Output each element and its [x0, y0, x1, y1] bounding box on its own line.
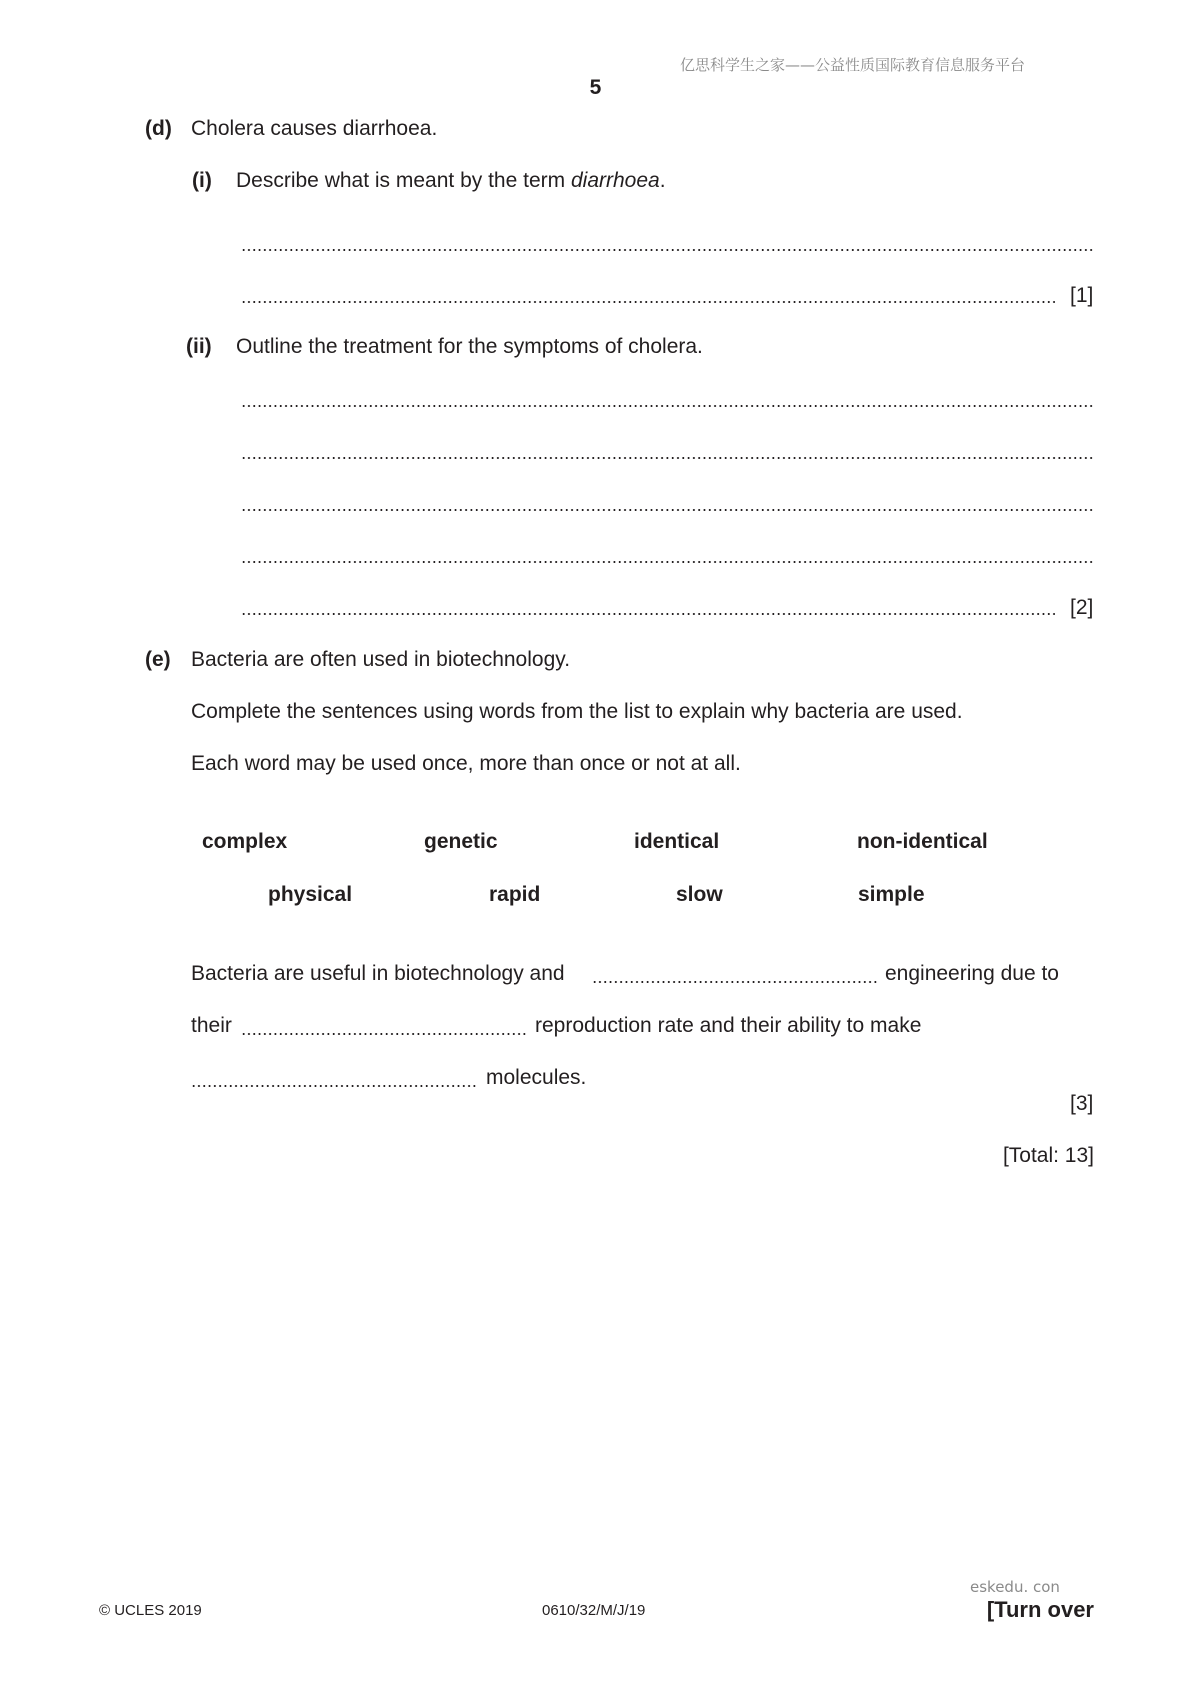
sub-ii-label: (ii) [186, 335, 212, 358]
italic-term: diarrhoea [570, 169, 660, 192]
paper-code: 0610/32/M/J/19 [542, 1602, 646, 1619]
answer-line-d-ii-4[interactable] [241, 560, 1093, 564]
page-number: 5 [589, 76, 602, 99]
answer-line-d-ii-2[interactable] [241, 456, 1093, 460]
part-d-text: Cholera causes diarrhoea. [191, 117, 438, 140]
answer-line-d-ii-1[interactable] [241, 404, 1093, 408]
part-e-note: Each word may be used once, more than once or not at all. [191, 752, 741, 775]
answer-line-d-i-1[interactable] [241, 248, 1093, 252]
watermark-text: 亿思科学生之家——公益性质国际教育信息服务平台 [680, 56, 1026, 74]
word-simple: simple [858, 883, 925, 906]
sub-i-question: Describe what is meant by the term diarrhoea. [236, 169, 666, 192]
answer-line-d-i-2[interactable] [241, 300, 1055, 304]
copyright: © UCLES 2019 [99, 1602, 202, 1619]
sub-i-label: (i) [192, 169, 212, 192]
word-slow: slow [676, 883, 723, 906]
part-e-instruction: Complete the sentences using words from the list to explain why bacteria are used. [191, 700, 963, 723]
blank-2[interactable] [241, 1032, 527, 1036]
word-non-identical: non-identical [857, 830, 988, 853]
sentence-1-start: Bacteria are useful in biotechnology and [191, 962, 565, 985]
site-watermark: eskedu. con [970, 1578, 1060, 1596]
part-e-intro: Bacteria are often used in biotechnology. [191, 648, 571, 671]
mark-d-i: [1] [1070, 284, 1094, 307]
sentence-2-start: their [191, 1014, 232, 1037]
sentence-1-end: engineering due to [885, 962, 1059, 985]
mark-e: [3] [1070, 1092, 1094, 1115]
word-complex: complex [202, 830, 288, 853]
mark-d-ii: [2] [1070, 596, 1094, 619]
part-e-label: (e) [145, 648, 171, 671]
sentence-2-end: reproduction rate and their ability to make [535, 1014, 922, 1037]
word-genetic: genetic [424, 830, 498, 853]
word-physical: physical [268, 883, 353, 906]
answer-line-d-ii-3[interactable] [241, 508, 1093, 512]
word-identical: identical [634, 830, 720, 853]
sub-ii-question: Outline the treatment for the symptoms of cholera. [236, 335, 703, 358]
blank-1[interactable] [592, 980, 878, 984]
turn-over: [Turn over [986, 1597, 1094, 1622]
total-marks: [Total: 13] [1002, 1144, 1094, 1167]
answer-line-d-ii-5[interactable] [241, 612, 1055, 616]
sentence-3-end: molecules. [486, 1066, 587, 1089]
blank-3[interactable] [191, 1084, 477, 1088]
part-d-label: (d) [145, 117, 172, 140]
word-rapid: rapid [489, 883, 541, 906]
